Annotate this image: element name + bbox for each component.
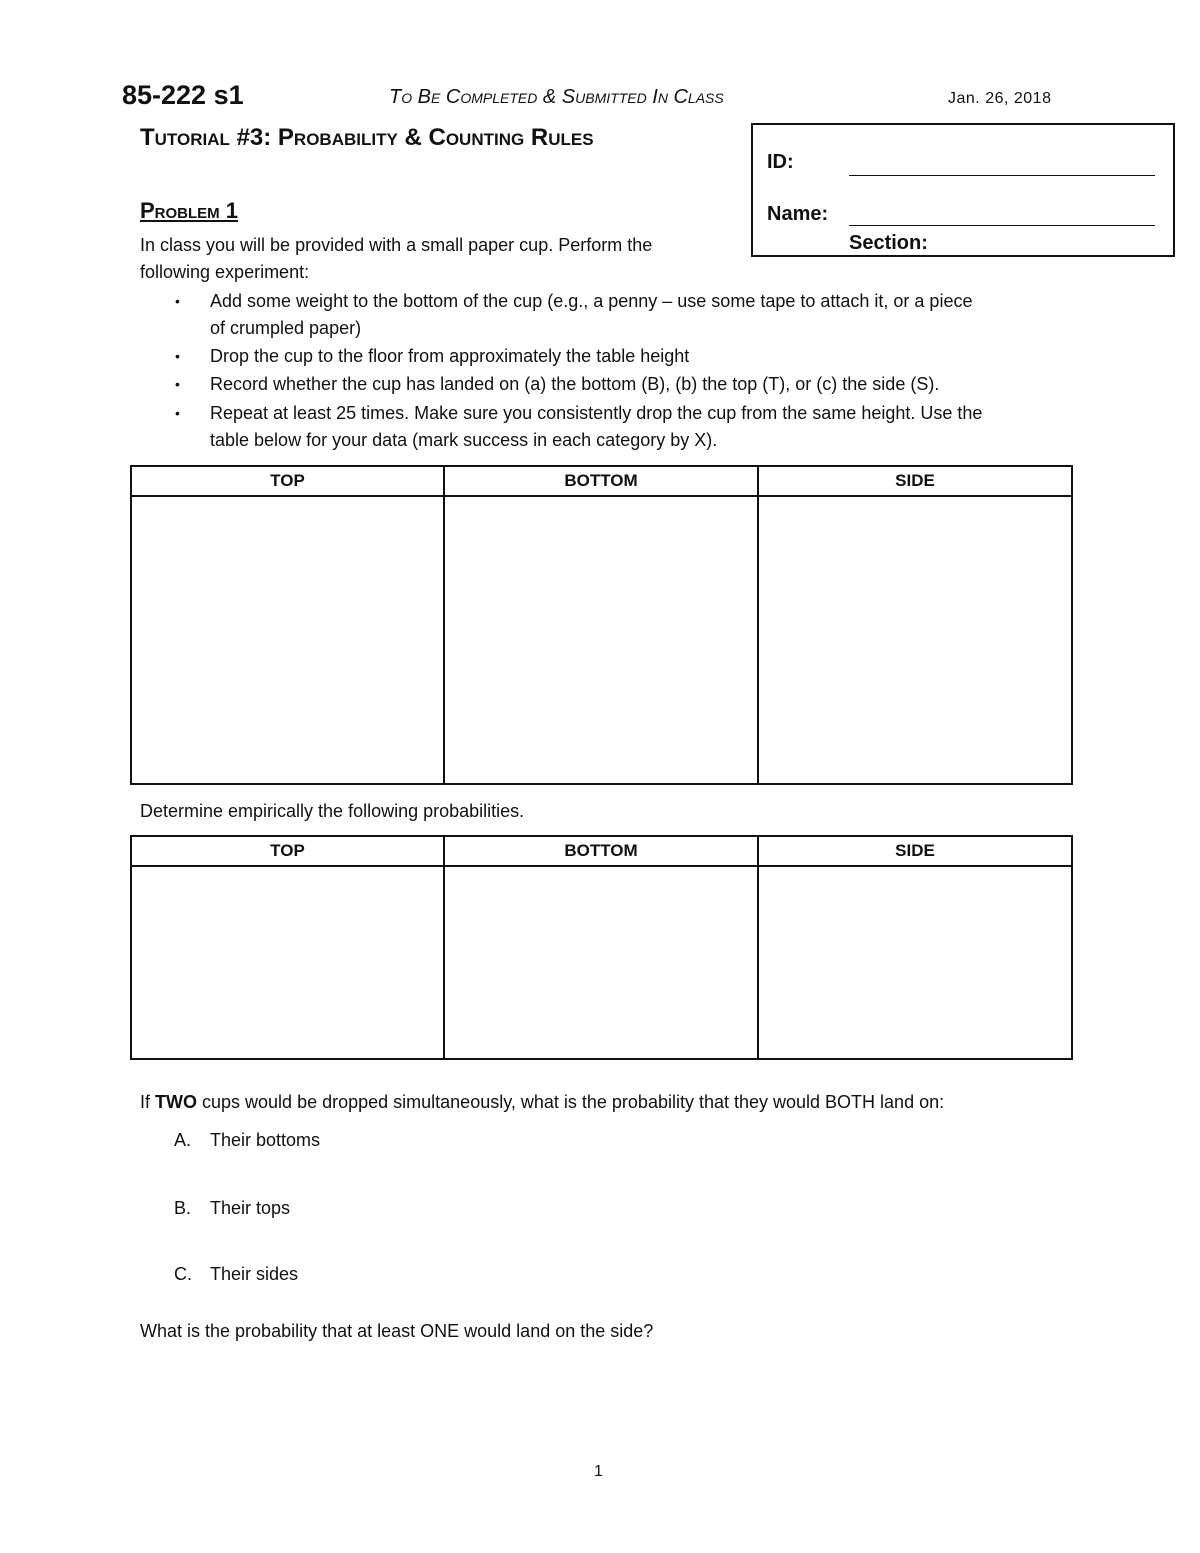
option-text-c: Their sides xyxy=(210,1264,299,1284)
bullet-item: Add some weight to the bottom of the cup (e.g., a penny – use some tape to attach it, or a piece xyxy=(210,291,973,311)
option-letter-b: B. xyxy=(174,1198,192,1218)
option-text-a: Their bottoms xyxy=(210,1130,321,1150)
column-header-bottom: BOTTOM xyxy=(444,836,758,866)
probability-cell-bottom[interactable] xyxy=(444,866,758,1059)
probability-table xyxy=(130,835,1073,1060)
two-cups-question xyxy=(140,1092,944,1113)
student-info-box xyxy=(751,123,1175,257)
tally-cell-bottom[interactable] xyxy=(444,496,758,784)
question-suffix: cups would be dropped simultaneously, what is the probability that they would BOTH land on: xyxy=(197,1092,945,1112)
bullet-item: Record whether the cup has landed on (a) the bottom (B), (b) the top (T), or (c) the side (S). xyxy=(210,374,940,394)
bullet-icon: • xyxy=(175,293,180,309)
option-letter-c: C. xyxy=(174,1264,192,1284)
id-field[interactable] xyxy=(849,175,1155,176)
tally-cell-top[interactable] xyxy=(131,496,444,784)
name-field[interactable] xyxy=(849,225,1155,226)
bullet-icon: • xyxy=(175,405,180,421)
bullet-item-continued: of crumpled paper) xyxy=(210,318,362,338)
question-emphasis: TWO xyxy=(155,1092,198,1112)
probability-cell-side[interactable] xyxy=(758,866,1072,1059)
probability-cell-top[interactable] xyxy=(131,866,444,1059)
option-letter-a: A. xyxy=(174,1130,192,1150)
bullet-item-continued: table below for your data (mark success in each category by X). xyxy=(210,430,718,450)
section-label: Section: xyxy=(849,232,928,254)
problem-intro-line-1: In class you will be provided with a small paper cup. Perform the xyxy=(140,235,653,255)
tally-table xyxy=(130,465,1073,785)
tally-cell-side[interactable] xyxy=(758,496,1072,784)
bullet-item: Drop the cup to the floor from approximately the table height xyxy=(210,346,690,366)
problem-intro-line-2: following experiment: xyxy=(140,262,310,282)
column-header-top: TOP xyxy=(131,466,444,496)
problem-1-heading: Problem 1 xyxy=(140,198,239,223)
page-number: 1 xyxy=(594,1463,603,1480)
bullet-icon: • xyxy=(175,348,180,364)
empirical-prompt: Determine empirically the following probabilities. xyxy=(140,801,525,821)
column-header-side: SIDE xyxy=(758,836,1072,866)
question-prefix: If xyxy=(140,1092,156,1112)
id-label: ID: xyxy=(767,151,794,173)
date: Jan. 26, 2018 xyxy=(948,90,1052,107)
column-header-side: SIDE xyxy=(758,466,1072,496)
option-text-b: Their tops xyxy=(210,1198,291,1218)
column-header-top: TOP xyxy=(131,836,444,866)
tutorial-title: Tutorial #3: Probability & Counting Rules xyxy=(140,124,594,151)
section-field[interactable] xyxy=(933,255,1155,256)
bullet-item: Repeat at least 25 times. Make sure you consistently drop the cup from the same height. Use the xyxy=(210,403,983,423)
at-least-one-question: What is the probability that at least ONE would land on the side? xyxy=(140,1321,654,1341)
bullet-icon: • xyxy=(175,376,180,392)
name-label: Name: xyxy=(767,203,829,225)
course-code: 85-222 s1 xyxy=(122,80,244,110)
submission-instructions: To Be Completed & Submitted In Class xyxy=(389,86,724,108)
column-header-bottom: BOTTOM xyxy=(444,466,758,496)
